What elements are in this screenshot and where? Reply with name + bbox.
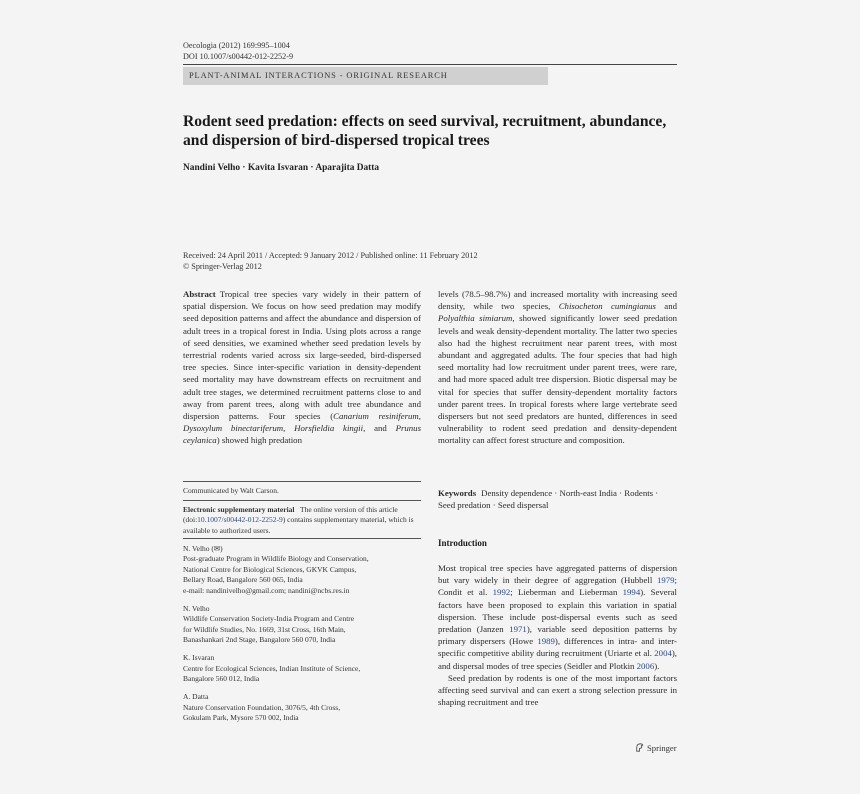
esm-note: Electronic supplementary material The online version of this article (doi:10.1007/s00442-012-2252-9) contains supplementary material, which is available to authorized users. [183, 505, 414, 535]
journal-citation: Oecologia (2012) 169:995–1004 [183, 41, 290, 50]
publication-dates [183, 250, 478, 272]
affiliation-rule-bottom [183, 538, 421, 539]
section-heading-introduction: Introduction [438, 538, 487, 548]
affiliation-1: N. Velho (✉) Post-graduate Program in Wildlife Biology and Conservation, National Centre for Biological Sciences, GKVK Campus, Bellary Road, Bangalore 560 065, India e-mail: nandinivelho@gmail.com; nandini@ncbs.res.in [183, 544, 421, 596]
affiliation-name: K. Isvaran [183, 653, 215, 663]
species-name: Canarium resiniferum [333, 411, 419, 422]
affiliation-3: K. Isvaran Centre for Ecological Sciences, Indian Institute of Science, Bangalore 560 012, India [183, 653, 421, 684]
species-name: Chisocheton cumingianus [558, 301, 656, 312]
abstract-left [183, 288, 421, 447]
abstract-continued: levels (78.5–98.7%) and increased mortality with increasing seed density, while two species, Chisocheton cumingianus and Polyalthia simiarum, showed significantly lower seed predation levels and weak density-dependent mortality. The latter two species also had the highest recruitment near parent trees, with most abundant and aggregated adults. The four species that had high seed mortality had low recruitment under parent trees, were rare, and had more spaced adult tree dispersion. Biotic dispersal may be vital for species that suffer density-dependent mortality factors under parent trees. In tropical forests where large vertebrate seed dispersers but not seed predators are hunted, differences in seed vulnerability to rodent seed predation and density-dependent mortality can affect forest structure and composition. [438, 289, 677, 446]
publisher-name: Springer [647, 742, 677, 753]
affiliation-4: A. Datta Nature Conservation Foundation, 3076/5, 4th Cross, Gokulam Park, Mysore 570 002, India [183, 692, 421, 723]
doi-line: DOI 10.1007/s00442-012-2252-9 [183, 51, 294, 61]
journal-info [183, 41, 293, 62]
keywords [438, 487, 677, 511]
species-name: Horsfieldia kingii [294, 423, 364, 434]
abstract-paragraph: Abstract Tropical tree species vary widely in their pattern of spatial dispersion. We focus on how seed predation may modify seed deposition patterns and affect the abundance and dispersion of adult trees in a tropical forest in India. Using plots across a range of seed densities, we examined whether seed predation levels by terrestrial rodents varied across six large-seeded, bird-dispersed tree species. Since inter-specific variation in density-dependent seed mortality may have downstream effects on recruitment and adult tree stages, we determined recruitment patterns close to and away from parent trees, along with adult tree abundance and dispersion patterns. Four species (Canarium resiniferum, Dysoxylum binectariferum, Horsfieldia kingii, and Prunus ceylanica) showed high predation [183, 289, 421, 446]
affiliations [183, 544, 421, 731]
citation-link[interactable]: 1971 [509, 624, 527, 635]
intro-paragraph-1: Most tropical tree species have aggregated patterns of dispersion but vary widely in their degree of aggregation (Hubbell 1979; Condit et al. 1992; Lieberman and Lieberman 1994). Several factors have been proposed to explain this variation in spatial dispersion. These include post-dispersal events such as seed predation (Janzen 1971), variable seed deposition patterns by primary dispersers (Howe 1989), differences in intra- and inter-specific competitive ability during recruitment (Uriarte et al. 2004), and dispersal modes of tree species (Seidler and Plotkin 2006). [438, 563, 677, 671]
species-name: Prunus ceylanica [183, 423, 421, 446]
email-line[interactable]: e-mail: nandinivelho@gmail.com; nandini@ncbs.res.in [183, 585, 350, 595]
copyright-line: © Springer-Verlag 2012 [183, 262, 262, 271]
intro-paragraph-2: Seed predation by rodents is one of the most important factors affecting seed survival and can exert a strong selection pressure in shaping recruitment and tree [438, 672, 677, 708]
abstract-label: Abstract [183, 289, 216, 299]
affiliation-name: N. Velho (✉) [183, 544, 223, 553]
citation-link[interactable]: 1989 [537, 636, 555, 647]
article-title: Rodent seed predation: effects on seed survival, recruitment, abundance, and dispersion of bird-dispersed tropical trees [183, 113, 667, 149]
received-line: Received: 24 April 2011 / Accepted: 9 January 2012 / Published online: 11 February 2012 [183, 251, 478, 260]
keywords-list: Density dependence · North-east India · Rodents · Seed predation · Seed dispersal [438, 488, 659, 511]
esm-doi-link[interactable]: 10.1007/s00442-012-2252-9 [197, 515, 283, 525]
citation-link[interactable]: 1994 [622, 587, 641, 598]
affiliation-name: A. Datta [183, 692, 209, 702]
publisher-logo [634, 742, 677, 753]
citation-link[interactable]: 2004 [654, 648, 672, 659]
springer-horse-icon [634, 742, 645, 753]
citation-link[interactable]: 1992 [492, 587, 511, 598]
author-list: Nandini Velho · Kavita Isvaran · Aparajita Datta [183, 163, 380, 173]
article-category: PLANT-ANIMAL INTERACTIONS - ORIGINAL RESEARCH [183, 67, 548, 85]
citation-link[interactable]: 2006 [636, 660, 655, 671]
abstract-right [438, 288, 677, 447]
introduction-body [438, 562, 677, 708]
esm-label: Electronic supplementary material [183, 505, 295, 514]
affiliation-name: N. Velho [183, 603, 210, 613]
affiliation-rule-top [183, 481, 421, 482]
affiliation-2: N. Velho Wildlife Conservation Society-India Program and Centre for Wildlife Studies, No. 1669, 31st Cross, 16th Main, Banashankari 2nd Stage, Bangalore 560 070, India [183, 604, 421, 646]
affiliation-rule-mid [183, 500, 421, 501]
keywords-label: Keywords [438, 488, 477, 498]
communicated-by: Communicated by Walt Carson. [183, 486, 279, 495]
species-name: Dysoxylum binectariferum [183, 423, 284, 434]
citation-link[interactable]: 1979 [656, 575, 675, 586]
species-name: Polyalthia simiarum [438, 313, 513, 324]
header-rule [183, 64, 677, 65]
